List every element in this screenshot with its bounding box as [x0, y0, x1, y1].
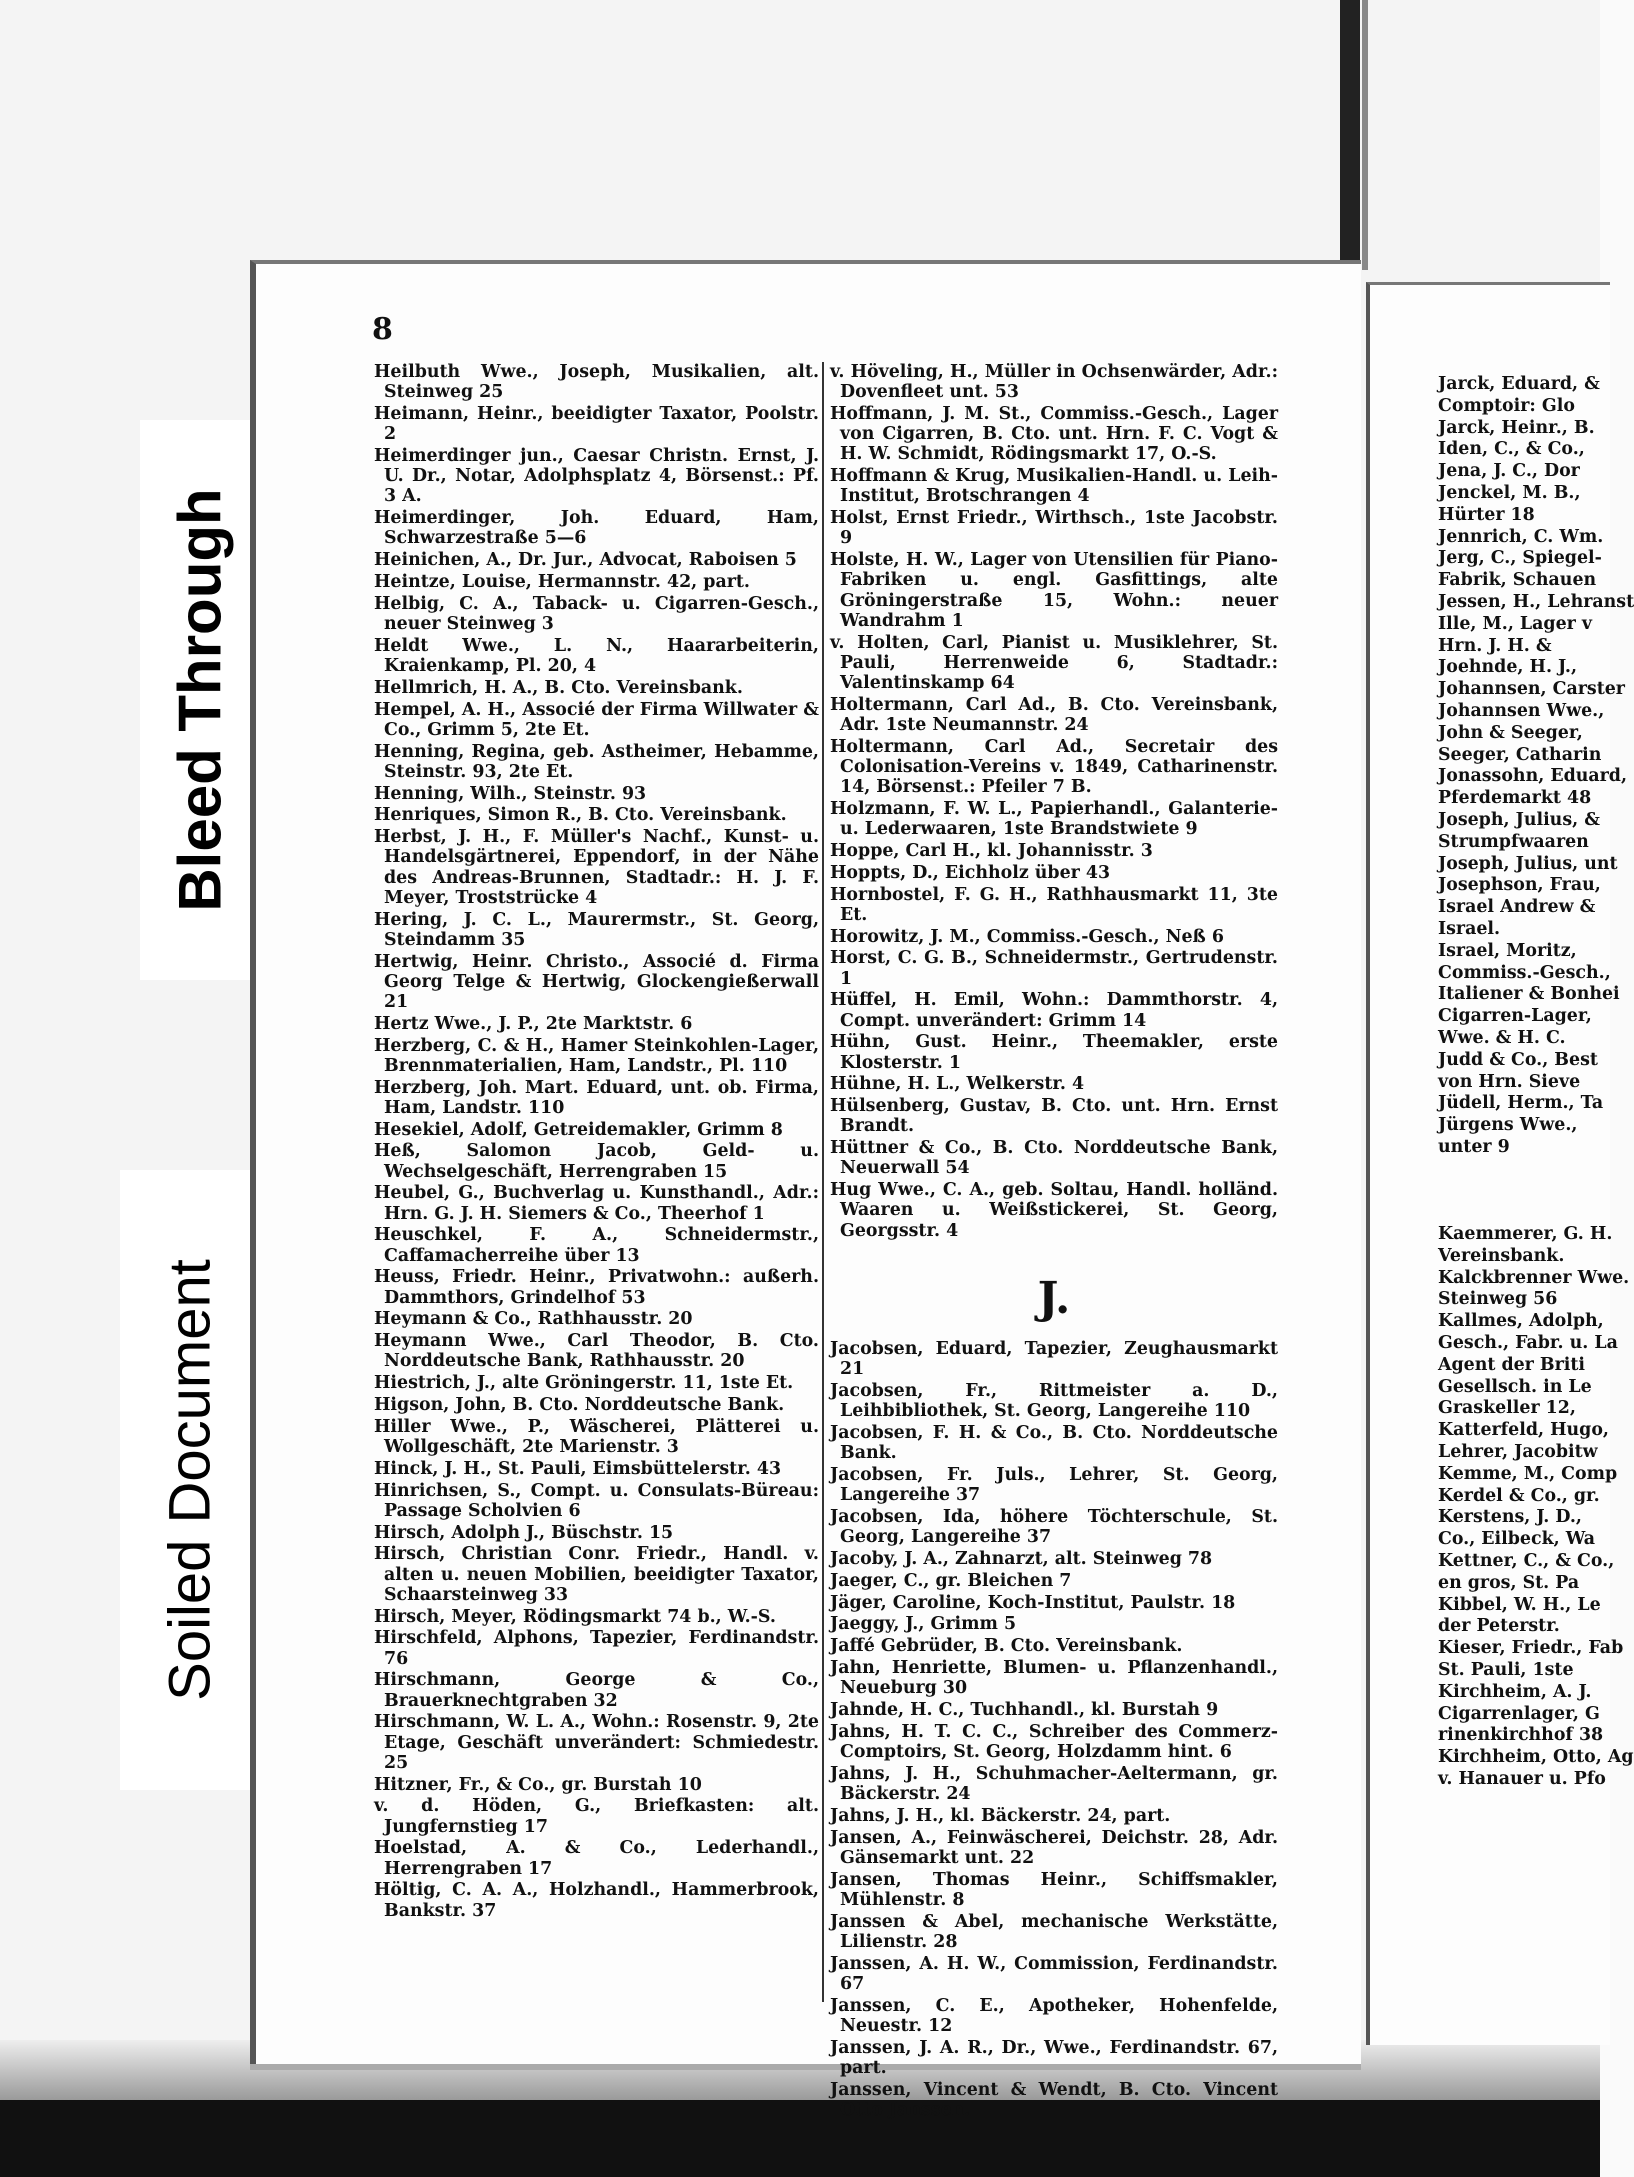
directory-entry: Co., Eilbeck, Wa: [1438, 1529, 1596, 1550]
directory-entry: Jahn, Henriette, Blumen- u. Pflanzenhandl., Neueburg 30: [830, 1658, 1278, 1699]
directory-entry: Hinrichsen, S., Compt. u. Consulats-Büreau: Passage Scholvien 6: [374, 1480, 819, 1521]
page-number: 8: [372, 312, 393, 347]
directory-entry: v. d. Höden, G., Briefkasten: alt. Jungfernstieg 17: [374, 1796, 819, 1837]
directory-entry: Jerg, C., Spiegel-: [1438, 548, 1602, 569]
directory-entry: Holzmann, F. W. L., Papierhandl., Galanterie- u. Lederwaaren, 1ste Brandstwiete 9: [830, 799, 1278, 840]
directory-entry: Heinichen, A., Dr. Jur., Advocat, Raboisen 5: [374, 550, 797, 571]
directory-entry: Hoppe, Carl H., kl. Johannisstr. 3: [830, 841, 1153, 862]
directory-entry: Agent der Briti: [1438, 1354, 1585, 1375]
directory-entry: Holtermann, Carl Ad., B. Cto. Vereinsbank, Adr. 1ste Neumannstr. 24: [830, 694, 1278, 736]
directory-entry: Kemme, M., Comp: [1438, 1463, 1618, 1484]
directory-entry: Seeger, Catharin: [1438, 744, 1602, 765]
directory-entry: Jansen, A., Feinwäscherei, Deichstr. 28, Adr. Gänsemarkt unt. 22: [830, 1827, 1278, 1868]
directory-entry: Wwe. & H. C.: [1438, 1027, 1566, 1048]
directory-entry: Hoffmann, J. M. St., Commiss.-Gesch., Lager von Cigarren, B. Cto. unt. Hrn. F. C. Vogt & H. W. Schmidt, Rödingsmarkt 17, O.-S.: [830, 404, 1278, 465]
bleed-through-label: [140, 420, 261, 980]
section-heading: J.: [1037, 1272, 1071, 1324]
directory-entry: Heymann & Co., Rathhausstr. 20: [374, 1309, 693, 1330]
directory-entry: Strumpfwaaren: [1438, 831, 1589, 852]
directory-entry: Holste, H. W., Lager von Utensilien für Piano-Fabriken u. engl. Gasfittings, alte Gröningerstraße 15, Wohn.: neuer Wandrahm 1: [830, 550, 1278, 631]
directory-entry: Johannsen, Carster: [1438, 679, 1625, 700]
directory-entry: Hiller Wwe., P., Wäscherei, Plätterei u. Wollgeschäft, 2te Marienstr. 3: [374, 1416, 819, 1457]
scan-bottom-edge: [0, 2100, 1600, 2177]
directory-entry: Jacoby, J. A., Zahnarzt, alt. Steinweg 78: [830, 1549, 1213, 1570]
directory-entry: Cigarrenlager, G: [1438, 1703, 1600, 1724]
directory-entry: v. Hanauer u. Pfo: [1438, 1769, 1606, 1789]
directory-entry: Iden, C., & Co.,: [1438, 439, 1585, 460]
middle-column-h-entries: [830, 362, 1278, 1241]
directory-entry: Cigarren-Lager,: [1438, 1006, 1592, 1027]
directory-entry: v. Holten, Carl, Pianist u. Musiklehrer, St. Pauli, Herrenweide 6, Stadtadr.: Valentinskamp 64: [830, 632, 1278, 694]
directory-entry: Jacobsen, Fr. Juls., Lehrer, St. Georg, Langereihe 37: [830, 1465, 1278, 1506]
directory-entry: Kerstens, J. D.,: [1438, 1507, 1582, 1528]
directory-entry: Heimerdinger, Joh. Eduard, Ham, Schwarzestraße 5—6: [374, 508, 819, 549]
left-column: [374, 362, 819, 1922]
directory-entry: Hühn, Gust. Heinr., Theemakler, erste Klosterstr. 1: [830, 1032, 1278, 1073]
bleed-through-text: Bleed Through: [166, 488, 234, 912]
directory-entry: Heilbuth Wwe., Joseph, Musikalien, alt. Steinweg 25: [374, 362, 819, 403]
directory-entry: Comptoir: Glo: [1438, 395, 1575, 416]
directory-entry: Hertwig, Heinr. Christo., Associé d. Firma Georg Telge & Hertwig, Glockengießerwall 21: [374, 951, 819, 1012]
directory-entry: Graskeller 12,: [1438, 1398, 1576, 1419]
directory-entry: Israel Andrew &: [1438, 897, 1596, 918]
directory-entry: Jaeggy, J., Grimm 5: [830, 1614, 1017, 1635]
directory-entry: Herbst, J. H., F. Müller's Nachf., Kunst- u. Handelsgärtnerei, Eppendorf, in der Nähe des Andreas-Brunnen, Stadtadr.: H. J. F. Meyer, Troststrücke 4: [374, 827, 819, 908]
scan-edge-strip: [1340, 0, 1360, 270]
directory-entry: Kibbel, W. H., Le: [1438, 1594, 1601, 1615]
directory-entry: Gesellsch. in Le: [1438, 1376, 1592, 1397]
directory-entry: v. Höveling, H., Müller in Ochsenwärder, Adr.: Dovenfleet unt. 53: [830, 362, 1278, 403]
directory-entry: Hug Wwe., C. A., geb. Soltau, Handl. holländ. Waaren u. Weißstickerei, St. Georg, Georgsstr. 4: [830, 1180, 1278, 1241]
directory-entry: Hering, J. C. L., Maurermstr., St. Georg, Steindamm 35: [374, 909, 819, 950]
directory-entry: Hornbostel, F. G. H., Rathhausmarkt 11, 3te Et.: [830, 884, 1278, 925]
directory-entry: Hirschmann, W. L. A., Wohn.: Rosenstr. 9, 2te Etage, Geschäft unverändert: Schmiedestr. 25: [374, 1712, 819, 1773]
directory-entry: John & Seeger,: [1438, 722, 1583, 743]
directory-entry: Hülsenberg, Gustav, B. Cto. unt. Hrn. Ernst Brandt.: [830, 1096, 1278, 1137]
soiled-document-text: Soiled Document: [157, 1259, 223, 1701]
directory-entry: Höltig, C. A. A., Holzhandl., Hammerbrook, Bankstr. 37: [374, 1880, 819, 1921]
directory-entry: rinenkirchhof 38: [1438, 1725, 1604, 1746]
directory-entry: Hüffel, H. Emil, Wohn.: Dammthorstr. 4, Compt. unverändert: Grimm 14: [830, 990, 1278, 1031]
directory-entry: Kettner, C., & Co.,: [1438, 1551, 1615, 1572]
directory-entry: Hesekiel, Adolf, Getreidemakler, Grimm 8: [374, 1119, 783, 1140]
directory-entry: Jüdell, Herm., Ta: [1438, 1093, 1604, 1114]
directory-entry: Jürgens Wwe.,: [1438, 1115, 1578, 1136]
directory-entry: Horowitz, J. M., Commiss.-Gesch., Neß 6: [830, 926, 1224, 947]
directory-entry: Hirsch, Christian Conr. Friedr., Handl. v. alten u. neuen Mobilien, beeidigter Taxator, Schaarsteinweg 33: [374, 1544, 819, 1605]
directory-entry: Hoppts, D., Eichholz über 43: [830, 862, 1111, 883]
directory-entry: Josephson, Frau,: [1438, 875, 1601, 896]
directory-entry: Hühne, H. L., Welkerstr. 4: [830, 1074, 1085, 1095]
directory-entry: Hellmrich, H. A., B. Cto. Vereinsbank.: [374, 677, 743, 698]
directory-entry: Kieser, Friedr., Fab: [1438, 1638, 1624, 1659]
directory-entry: Joseph, Julius, unt: [1438, 853, 1618, 874]
directory-entry: Steinweg 56: [1438, 1289, 1558, 1310]
directory-entry: Jacobsen, F. H. & Co., B. Cto. Norddeutsche Bank.: [830, 1423, 1278, 1464]
directory-entry: en gros, St. Pa: [1438, 1572, 1580, 1593]
directory-entry: Horst, C. G. B., Schneidermstr., Gertrudenstr. 1: [830, 948, 1278, 989]
directory-entry: Fabrik, Schauen: [1438, 570, 1597, 591]
directory-entry: Hoelstad, A. & Co., Lederhandl., Herrengraben 17: [374, 1838, 819, 1879]
directory-entry: Heuss, Friedr. Heinr., Privatwohn.: außerh. Dammthors, Grindelhof 53: [374, 1267, 819, 1308]
directory-entry: Johannsen Wwe.,: [1438, 700, 1605, 721]
directory-entry: Lehrer, Jacobitw: [1438, 1442, 1598, 1463]
directory-entry: Jonassohn, Eduard,: [1438, 766, 1628, 787]
directory-entry: Higson, John, B. Cto. Norddeutsche Bank.: [374, 1394, 785, 1415]
directory-entry: [1438, 1180, 1600, 1200]
directory-entry: Katterfeld, Hugo,: [1438, 1420, 1609, 1441]
directory-entry: Holtermann, Carl Ad., Secretair des Colonisation-Vereins v. 1849, Catharinenstr. 14, Börsenst.: Pfeiler 7 B.: [830, 736, 1278, 798]
directory-entry: Janssen & Abel, mechanische Werkstätte, Lilienstr. 28: [830, 1911, 1278, 1952]
directory-entry: Heimerdinger jun., Caesar Christn. Ernst, J. U. Dr., Notar, Adolphsplatz 4, Börsenst.: Pf. 3 A.: [374, 446, 819, 507]
directory-entry: Israel.: [1438, 918, 1501, 939]
directory-entry: Janssen, J. A. R., Dr., Wwe., Ferdinandstr. 67, part.: [830, 2037, 1278, 2078]
soiled-document-label: [120, 1170, 261, 1790]
directory-entry: Hüttner & Co., B. Cto. Norddeutsche Bank, Neuerwall 54: [830, 1138, 1278, 1179]
directory-entry: Jennrich, C. Wm.: [1438, 526, 1604, 547]
directory-entry: Hoffmann & Krug, Musikalien-Handl. u. Leih-Institut, Brotschrangen 4: [830, 466, 1278, 507]
directory-entry: Hempel, A. H., Associé der Firma Willwater & Co., Grimm 5, 2te Et.: [374, 699, 819, 740]
directory-entry: Jessen, H., Lehranst: [1438, 591, 1634, 612]
directory-entry: Joehnde, H. J.,: [1438, 657, 1578, 678]
directory-entry: [1438, 1202, 1600, 1222]
directory-entry: Kirchheim, Otto, Ag: [1438, 1747, 1634, 1768]
directory-entry: Jenckel, M. B.,: [1438, 482, 1581, 503]
directory-entry: Gesch., Fabr. u. La: [1438, 1333, 1618, 1354]
directory-entry: Hirsch, Meyer, Rödingsmarkt 74 b., W.-S.: [374, 1606, 776, 1627]
directory-entry: Judd & Co., Best: [1438, 1049, 1598, 1070]
directory-entry: Helbig, C. A., Taback- u. Cigarren-Gesch., neuer Steinweg 3: [374, 593, 819, 634]
right-column: [1438, 374, 1634, 1791]
directory-entry: der Peterstr.: [1438, 1616, 1560, 1637]
directory-entry: Hiestrich, J., alte Gröningerstr. 11, 1ste Et.: [374, 1373, 794, 1394]
directory-entry: Heymann Wwe., Carl Theodor, B. Cto. Norddeutsche Bank, Rathhausstr. 20: [374, 1331, 819, 1372]
directory-entry: Hrn. J. H. &: [1438, 635, 1552, 656]
directory-entry: Jahnde, H. C., Tuchhandl., kl. Burstah 9: [830, 1700, 1219, 1720]
directory-entry: Kirchheim, A. J.: [1438, 1681, 1592, 1702]
directory-entry: Jacobsen, Eduard, Tapezier, Zeughausmarkt 21: [830, 1339, 1278, 1380]
directory-entry: Janssen, C. E., Apotheker, Hohenfelde, Neuestr. 12: [830, 1995, 1278, 2036]
directory-entry: [1438, 1159, 1600, 1179]
directory-entry: Jahns, J. H., kl. Bäckerstr. 24, part.: [830, 1805, 1171, 1826]
directory-entry: Israel, Moritz,: [1438, 940, 1577, 961]
directory-entry: Italiener & Bonhei: [1438, 984, 1620, 1005]
column-divider: [822, 362, 824, 2002]
directory-entry: Heubel, G., Buchverlag u. Kunsthandl., Adr.: Hrn. G. J. H. Siemers & Co., Theerhof 1: [374, 1183, 819, 1224]
directory-entry: Heimann, Heinr., beeidigter Taxator, Poolstr. 2: [374, 404, 819, 445]
directory-entry: Jahns, J. H., Schuhmacher-Aeltermann, gr. Bäckerstr. 24: [830, 1763, 1278, 1804]
directory-entry: Hirsch, Adolph J., Büschstr. 15: [374, 1522, 674, 1543]
directory-entry: Hinck, J. H., St. Pauli, Eimsbüttelerstr. 43: [374, 1458, 782, 1479]
directory-entry: Pferdemarkt 48: [1438, 788, 1592, 809]
directory-entry: Jansen, Thomas Heinr., Schiffsmakler, Mühlenstr. 8: [830, 1869, 1278, 1910]
directory-entry: Heß, Salomon Jacob, Geld- u. Wechselgeschäft, Herrengraben 15: [374, 1141, 819, 1182]
directory-entry: Vereinsbank.: [1438, 1245, 1565, 1266]
directory-entry: Janssen, Vincent & Wendt, B. Cto. Vincent Otto Janssen.: [830, 2079, 1278, 2120]
directory-entry: Ille, M., Lager v: [1438, 613, 1592, 634]
directory-entry: Heintze, Louise, Hermannstr. 42, part.: [374, 572, 750, 592]
directory-entry: Hirschfeld, Alphons, Tapezier, Ferdinandstr. 76: [374, 1628, 819, 1669]
directory-entry: Hitzner, Fr., & Co., gr. Burstah 10: [374, 1774, 702, 1795]
directory-entry: Heldt Wwe., L. N., Haararbeiterin, Kraienkamp, Pl. 20, 4: [374, 635, 819, 676]
directory-entry: Janssen, A. H. W., Commission, Ferdinandstr. 67: [830, 1953, 1278, 1994]
directory-entry: Joseph, Julius, &: [1438, 809, 1600, 830]
directory-entry: Holst, Ernst Friedr., Wirthsch., 1ste Jacobstr. 9: [830, 508, 1278, 549]
directory-entry: Jaffé Gebrüder, B. Cto. Vereinsbank.: [830, 1636, 1183, 1657]
directory-entry: Jarck, Eduard, &: [1438, 374, 1600, 394]
directory-entry: Jaeger, C., gr. Bleichen 7: [830, 1570, 1072, 1591]
directory-entry: Henning, Regina, geb. Astheimer, Hebamme, Steinstr. 93, 2te Et.: [374, 741, 819, 782]
middle-column-j-entries: [830, 1339, 1278, 2120]
directory-entry: Hürter 18: [1438, 504, 1535, 525]
directory-entry: von Hrn. Sieve: [1438, 1071, 1581, 1092]
directory-entry: Heuschkel, F. A., Schneidermstr., Caffamacherreihe über 13: [374, 1225, 819, 1266]
middle-column: [830, 362, 1278, 2122]
directory-entry: Herzberg, Joh. Mart. Eduard, unt. ob. Firma, Ham, Landstr. 110: [374, 1077, 819, 1118]
directory-entry: Jahns, H. T. C. C., Schreiber des Commerz-Comptoirs, St. Georg, Holzdamm hint. 6: [830, 1721, 1278, 1762]
directory-entry: Henning, Wilh., Steinstr. 93: [374, 783, 647, 804]
directory-entry: Henriques, Simon R., B. Cto. Vereinsbank.: [374, 805, 787, 826]
directory-entry: Herzberg, C. & H., Hamer Steinkohlen-Lager, Brennmaterialien, Ham, Landstr., Pl. 110: [374, 1035, 819, 1076]
directory-entry: unter 9: [1438, 1136, 1510, 1157]
directory-entry: Jacobsen, Ida, höhere Töchterschule, St. Georg, Langereihe 37: [830, 1507, 1278, 1548]
directory-entry: Jacobsen, Fr., Rittmeister a. D., Leihbibliothek, St. Georg, Langereihe 110: [830, 1381, 1278, 1422]
directory-entry: Hirschmann, George & Co., Brauerknechtgraben 32: [374, 1670, 819, 1711]
directory-entry: St. Pauli, 1ste: [1438, 1660, 1574, 1681]
directory-entry: Kallmes, Adolph,: [1438, 1311, 1604, 1332]
directory-entry: Kalckbrenner Wwe.: [1438, 1267, 1630, 1288]
directory-entry: Jena, J. C., Dor: [1438, 461, 1580, 482]
directory-entry: Kerdel & Co., gr.: [1438, 1485, 1600, 1506]
directory-entry: Commiss.-Gesch.,: [1438, 962, 1611, 983]
directory-entry: Jäger, Caroline, Koch-Institut, Paulstr. 18: [830, 1592, 1236, 1613]
scan-edge-strip-light: [1362, 0, 1368, 270]
directory-entry: Jarck, Heinr., B.: [1438, 417, 1595, 438]
directory-entry: Kaemmerer, G. H.: [1438, 1224, 1613, 1245]
directory-entry: Hertz Wwe., J. P., 2te Marktstr. 6: [374, 1013, 693, 1034]
